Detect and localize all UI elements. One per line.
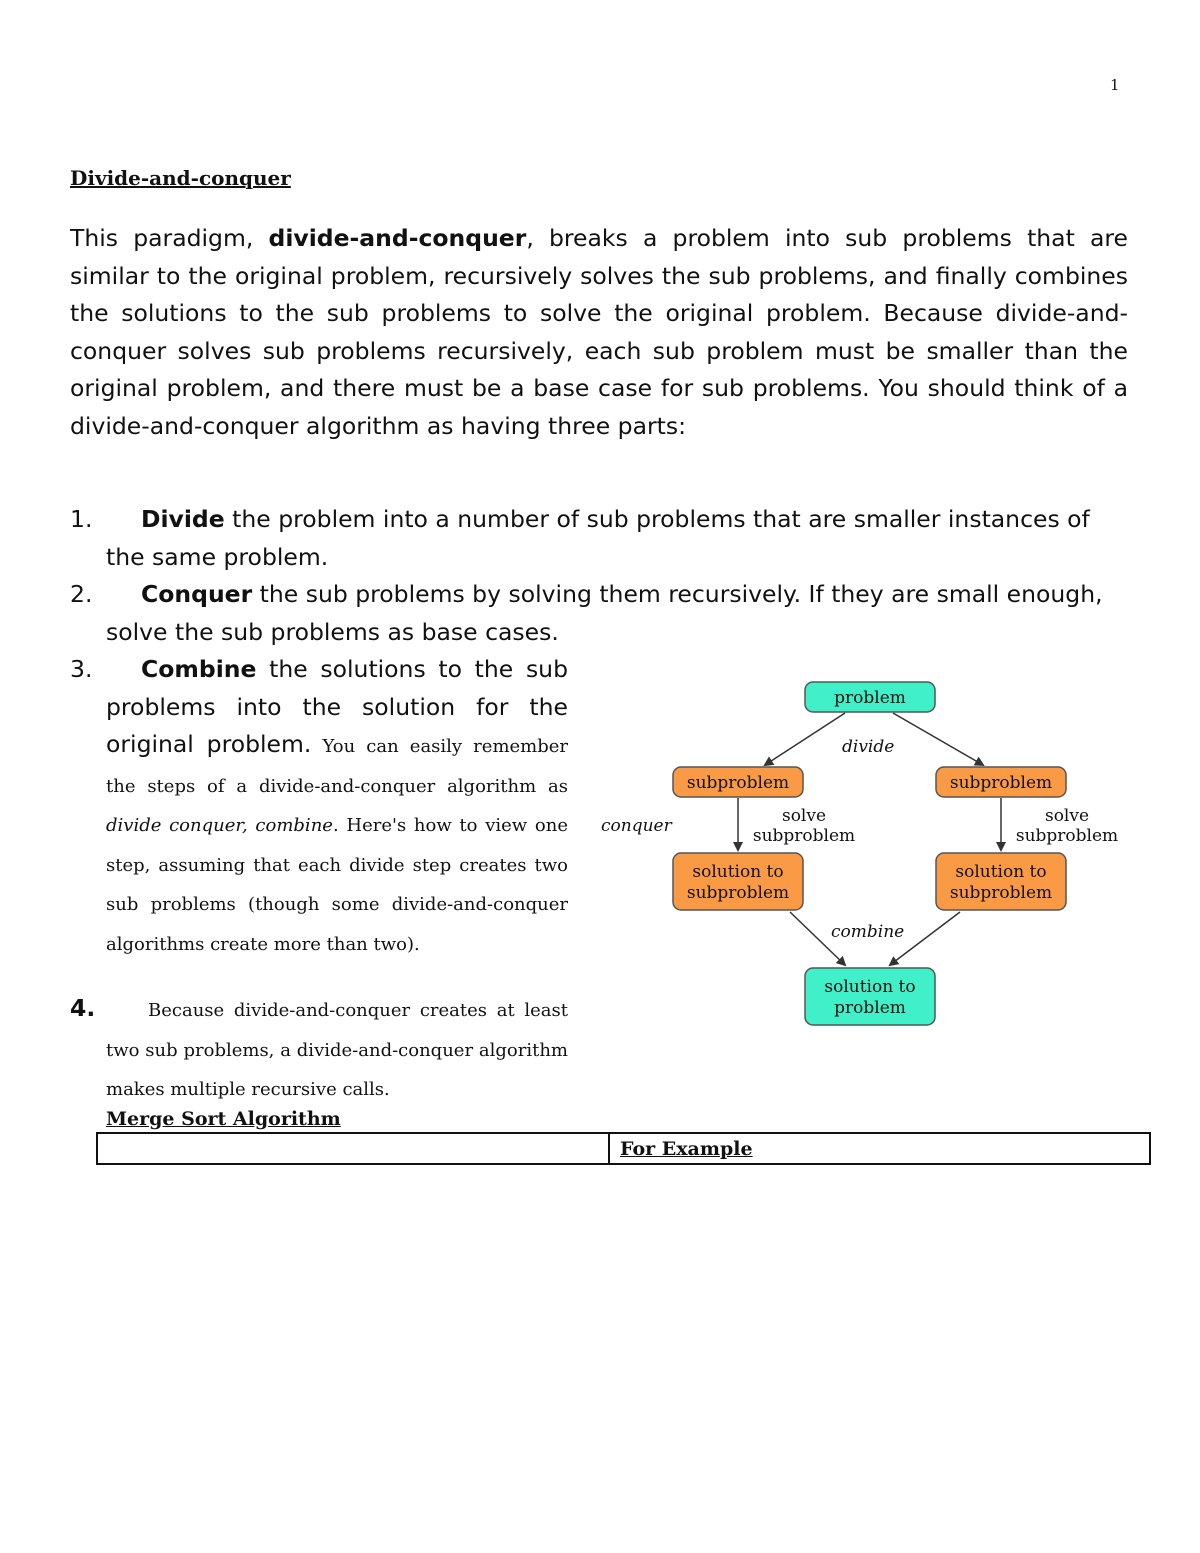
step-term: Divide (141, 505, 225, 533)
node-solution-left-line1: solution to (692, 862, 784, 882)
label-combine: combine (831, 922, 905, 942)
list-number: 2. (70, 580, 93, 608)
merge-sort-heading: Merge Sort Algorithm (106, 1108, 341, 1130)
page-number: 1 (1110, 76, 1120, 94)
node-subproblem-right (936, 767, 1066, 797)
step-text: Because divide-and-conquer creates at least two sub problems, a divide-and-conquer algorithm makes multiple recursive calls. (106, 1000, 568, 1101)
node-solution-right (936, 853, 1066, 910)
node-subproblem-right-label: subproblem (949, 773, 1053, 793)
label-solve-left-line1: solve (781, 806, 827, 826)
arrow-problem-to-left (765, 713, 845, 765)
table-row (97, 1133, 1150, 1164)
list-item-conquer (70, 576, 1130, 651)
step-text: the sub problems by solving them recursively. If they are small enough, solve the sub problems as base cases. (106, 580, 1103, 646)
node-problem-label: problem (834, 688, 906, 708)
example-table (96, 1132, 1151, 1165)
table-cell-for-example (609, 1133, 1150, 1164)
divide-conquer-diagram (595, 675, 1125, 1035)
list-number: 4. (70, 994, 96, 1022)
label-divide: divide (842, 737, 895, 757)
list-number: 3. (70, 655, 93, 683)
label-conquer: conquer (601, 816, 672, 836)
label-solve-right-line1: solve (1044, 806, 1090, 826)
node-solution-left-line2: subproblem (686, 883, 790, 903)
node-problem (805, 682, 935, 712)
page-title: Divide-and-conquer (70, 166, 291, 190)
intro-bold-term: divide-and-conquer (268, 224, 527, 252)
step-text: the solutions to the sub problems into the solution for the original problem. (106, 655, 568, 758)
serif-italic-phrase: divide conquer, combine (106, 815, 333, 837)
node-solution-right-line1: solution to (955, 862, 1047, 882)
serif-text-end: . Here's how to view one step, assuming that each divide step creates two sub problems (though some divide-and-conquer algorithms create more than two). (106, 815, 568, 955)
list-number: 1. (70, 505, 93, 533)
for-example-header: For Example (620, 1137, 753, 1160)
list-item-recursive-calls (70, 990, 568, 1109)
step-term: Conquer (141, 580, 253, 608)
intro-paragraph (70, 220, 1128, 445)
node-solution-left (673, 853, 803, 910)
node-final-solution (805, 968, 935, 1025)
label-solve-left-line2: subproblem (752, 826, 856, 846)
list-item-divide (70, 501, 1130, 576)
arrow-problem-to-right (893, 713, 983, 765)
intro-text-rest: , breaks a problem into sub problems that are similar to the original problem, recursively solves the sub problems, and finally combines the solutions to the sub problems to solve the original problem. Because divide-and-conquer solves sub problems recursively, each sub problem must be smaller than the original problem, and there must be a base case for sub problems. You should think of a divide-and-conquer algorithm as having three parts: (70, 224, 1128, 440)
label-solve-right-line2: subproblem (1015, 826, 1119, 846)
node-solution-right-line2: subproblem (949, 883, 1053, 903)
node-subproblem-left-label: subproblem (686, 773, 790, 793)
node-final-solution-line1: solution to (824, 977, 916, 997)
node-final-solution-line2: problem (834, 998, 906, 1018)
step-term: Combine (141, 655, 257, 683)
step-text: the problem into a number of sub problems that are smaller instances of the same problem. (106, 505, 1090, 571)
step-serif-text (106, 736, 568, 955)
serif-text-start: You can easily remember the steps of a divide-and-conquer algorithm as (106, 736, 569, 797)
table-cell-empty (97, 1133, 609, 1164)
list-item-combine (70, 651, 568, 964)
node-subproblem-left (673, 767, 803, 797)
intro-text-start: This paradigm, (70, 224, 269, 252)
